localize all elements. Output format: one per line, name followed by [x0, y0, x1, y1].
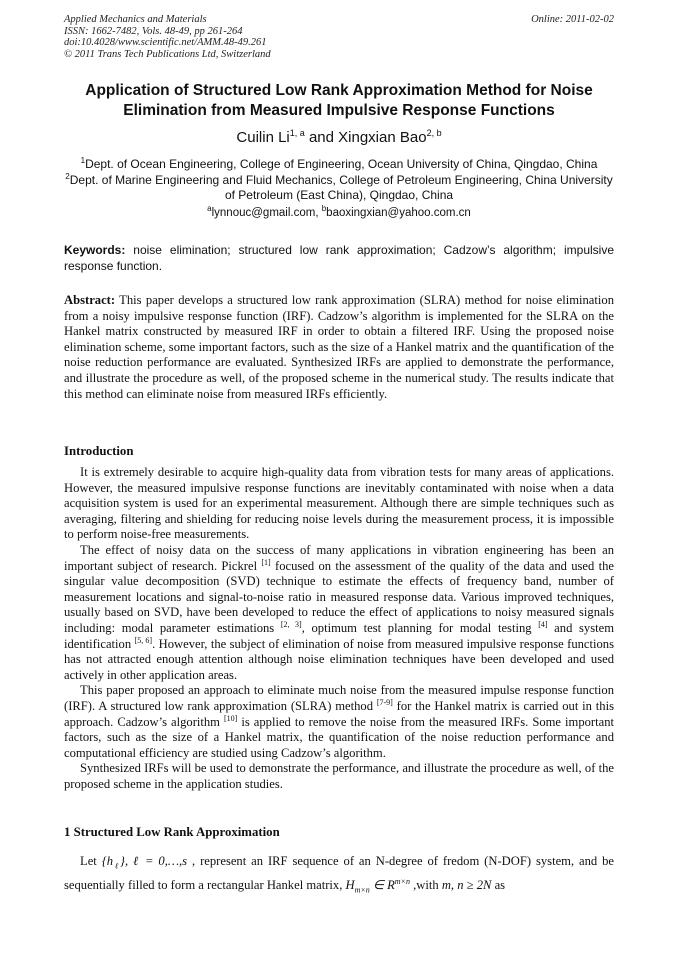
math-hankel-subscript: m×n [354, 885, 370, 895]
introduction-body [64, 465, 614, 792]
intro-p3-part-a: This paper proposed an approach to eliminate much noise from the measured impulse response function (IRF). A structured low rank approximation (SLRA) method [64, 683, 614, 713]
introduction-heading: Introduction [64, 444, 134, 458]
section-1-body [64, 849, 614, 897]
keywords-label: Keywords: [64, 243, 126, 257]
affiliation-1-text: Dept. of Ocean Engineering, College of Engineering, Ocean University of China, Qingdao, China [85, 157, 598, 171]
math-index-range: ℓ = 0,…,s [133, 854, 188, 868]
journal-copyright: © 2011 Trans Tech Publications Ltd, Switzerland [64, 48, 271, 60]
abstract [64, 293, 614, 402]
intro-p3-part-c: is applied to remove the noise from the measured IRFs. Some important factors, such as the size of a Hankel matrix, the quantification of the noise reduction performance and computational efficiency are studied using Cadzow’s algorithm. [64, 714, 614, 760]
intro-p2-part-b: focused on the assessment of the quality of the data and used the singular value decomposition (SVD) technique to estimate the effects of frequency band, number of measurement locations and signal-to-noise ratio in measured response data. Various improved techniques, usually based on SVD, have been developed to reduce the effect of applications to noisy measured signals including: modal parameter estimations [64, 558, 614, 635]
intro-p2-part-c: , optimum test planning for modal testing [301, 620, 539, 635]
paper-title: Application of Structured Low Rank Approximation Method for Noise Elimination from Measured Impulsive Response Functions [85, 82, 593, 119]
intro-p2-part-d: and system identification [64, 620, 614, 651]
sec1-text-3: , represent an IRF sequence of an N-degree of fredom (N-DOF) system, and be sequentially filled to form a rectangular Hankel matrix, [64, 854, 615, 892]
sec1-text-4: ,with [409, 878, 442, 892]
journal-doi: doi:10.4028/www.scientific.net/AMM.48-49.261 [64, 37, 267, 48]
intro-paragraph-2 [64, 543, 614, 683]
author-1: Cuilin Li [236, 129, 290, 146]
online-date: Online: 2011-02-02 [531, 14, 614, 25]
author-conjunction: and [304, 129, 339, 146]
affiliation-2-text: Dept. of Marine Engineering and Fluid Mechanics, College of Petroleum Engineering, China University of Petroleum (East China), Qingdao, China [69, 173, 613, 202]
sec1-text-2: , [124, 854, 134, 868]
section-1-heading: 1 Structured Low Rank Approximation [64, 825, 280, 839]
intro-p2-part-a: The effect of noisy data on the success of many applications in vibration engineering has been an important subject of research. Pickrel [64, 542, 614, 573]
journal-info [64, 14, 424, 60]
math-size-condition: m, n ≥ 2N [441, 878, 492, 892]
keywords [64, 242, 614, 274]
sec1-text-5: as [491, 878, 506, 892]
citation-1: [1] [261, 557, 271, 567]
journal-name: Applied Mechanics and Materials [64, 14, 207, 25]
author-line [64, 129, 614, 147]
math-irf-sequence: {h [101, 854, 114, 868]
author-1-sup: 1, a [289, 128, 305, 138]
section-1-paragraph [64, 849, 614, 897]
author-2: Xingxian Bao [338, 129, 427, 146]
keywords-text: noise elimination; structured low rank approximation; Cadzow’s algorithm; impulsive response function. [64, 243, 614, 273]
email-b-sup: b [321, 204, 327, 214]
math-hankel-superscript: m×n [394, 876, 410, 886]
journal-issn: ISSN: 1662-7482, Vols. 48-49, pp 261-264 [64, 25, 243, 37]
abstract-text: This paper develops a structured low rank approximation (SLRA) method for noise elimination from a noisy impulsive response function (IRF). Cadzow’s algorithm is implemented for the SLRA on the Hankel matrix constructed by measured IRF in order to obtain a filtered IRF. Using the proposed noise elimination scheme, some important factors, such as the size of a Hankel matrix and the quantification of the noise reduction performance are evaluated. Synthesized IRFs are applied to demonstrate the performance, and illustrate the procedure as well, of the proposed scheme in the numerical study. The results indicate that this method can eliminate noise from measured IRFs efficiently. [64, 293, 614, 401]
citation-10: [10] [224, 713, 238, 723]
affiliation-2 [64, 173, 614, 203]
intro-p2-part-e: . However, the subject of elimination of noise from measured impulsive response functions has not attracted enough attention although noise elimination techniques have been developed and used actively in other application areas. [64, 636, 615, 682]
email-b: baoxingxian@yahoo.com.cn [326, 207, 471, 219]
citation-2-3: [2, 3] [280, 619, 302, 629]
email-a: lynnouc@gmail.com, [211, 207, 322, 219]
affiliation-2-sup: 2 [65, 172, 70, 181]
math-hankel-symbol: H [345, 878, 355, 892]
intro-paragraph-4: Synthesized IRFs will be used to demonstrate the performance, and illustrate the procedure as well, of the proposed scheme in the application studies. [64, 761, 614, 791]
math-hankel-membership: ∈ R [369, 878, 395, 892]
email-a-sup: a [207, 204, 212, 214]
citation-7-9: [7-9] [376, 697, 393, 707]
intro-paragraph-1: It is extremely desirable to acquire high-quality data from vibration tests for many areas of applications. However, the measured impulsive response functions are inevitably contaminated with noise when a data acquisition system is used for an experimental measurement. Although there are simple techniques such as averaging, filtering and shielding for reducing noise levels during the measurement process, it is impossible to perform noise-free measurements. [64, 465, 614, 542]
author-emails [64, 206, 614, 221]
abstract-label: Abstract: [64, 293, 116, 307]
intro-p3-part-b: for the Hankel matrix is carried out in this approach. Cadzow’s algorithm [64, 698, 614, 729]
author-2-sup: 2, b [426, 128, 442, 138]
affiliation-1-sup: 1 [80, 156, 86, 165]
citation-5-6: [5, 6] [134, 635, 153, 645]
math-irf-subscript: ℓ [113, 861, 120, 871]
intro-paragraph-3 [64, 683, 614, 761]
affiliation-1 [64, 157, 614, 172]
sec1-text-1: Let [80, 854, 102, 868]
math-irf-close: } [119, 854, 125, 868]
citation-4: [4] [538, 619, 548, 629]
